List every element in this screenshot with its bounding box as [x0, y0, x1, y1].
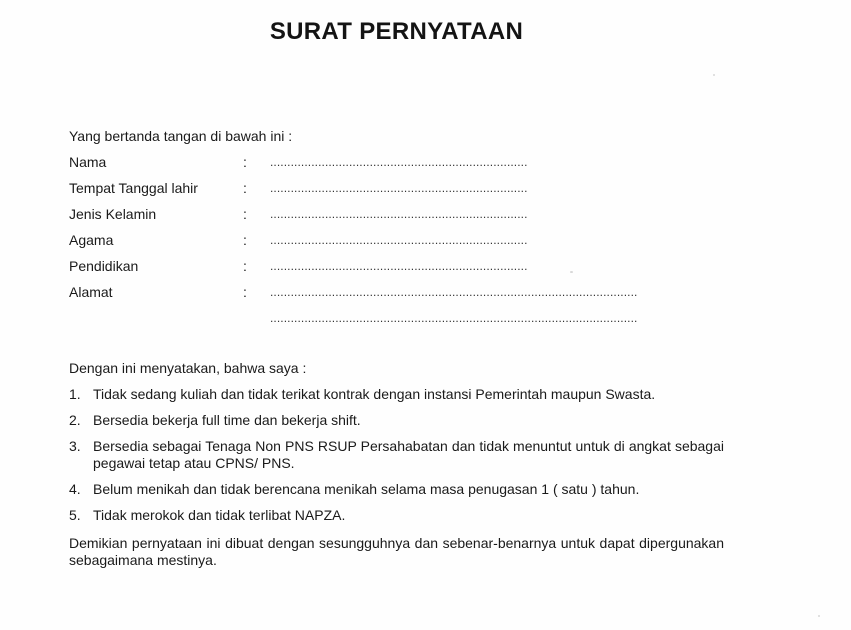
field-colon: : — [243, 232, 247, 248]
field-label-pendidikan: Pendidikan — [69, 258, 139, 274]
list-item-text: Bersedia bekerja full time dan bekerja shift. — [93, 412, 361, 428]
list-item — [69, 386, 724, 403]
intro-text: Yang bertanda tangan di bawah ini : — [69, 128, 293, 144]
field-blank-pendidikan[interactable]: ........................................................................... — [270, 259, 528, 273]
list-item-number: 3. — [69, 438, 81, 454]
field-colon: : — [243, 180, 247, 196]
field-blank-jenis-kelamin[interactable]: ........................................................................... — [270, 207, 528, 221]
list-item-text: Bersedia sebagai Tenaga Non PNS RSUP Persahabatan dan tidak menuntut untuk di angkat sebagai pegawai tetap atau CPNS/ PNS. — [93, 438, 724, 471]
field-blank-alamat-line-2[interactable]: ........................................................................................................... — [270, 311, 638, 325]
field-colon: : — [243, 154, 247, 170]
field-colon: : — [243, 284, 247, 300]
scan-speck — [570, 271, 573, 273]
list-item-number: 2. — [69, 412, 81, 428]
list-item-number: 4. — [69, 481, 81, 497]
list-item — [69, 481, 724, 498]
document-title: SURAT PERNYATAAN — [269, 18, 524, 45]
field-blank-nama[interactable]: ........................................................................... — [270, 155, 528, 169]
list-item-text: Tidak sedang kuliah dan tidak terikat kontrak dengan instansi Pemerintah maupun Swasta. — [93, 386, 656, 402]
list-item — [69, 438, 724, 472]
field-label-tempat-tanggal-lahir: Tempat Tanggal lahir — [69, 180, 198, 196]
list-item-number: 1. — [69, 386, 81, 402]
field-colon: : — [243, 206, 247, 222]
statement-intro: Dengan ini menyatakan, bahwa saya : — [69, 360, 307, 376]
field-blank-tempat-tanggal-lahir[interactable]: ........................................................................... — [270, 181, 528, 195]
field-colon: : — [243, 258, 247, 274]
scan-speck — [818, 615, 820, 617]
list-item — [69, 507, 724, 524]
list-item-number: 5. — [69, 507, 81, 523]
field-label-agama: Agama — [69, 232, 114, 248]
field-label-alamat: Alamat — [69, 284, 113, 300]
field-label-nama: Nama — [69, 154, 107, 170]
scan-speck — [713, 74, 715, 76]
field-label-jenis-kelamin: Jenis Kelamin — [69, 206, 157, 222]
statement-list — [69, 386, 724, 533]
field-blank-agama[interactable]: ........................................................................... — [270, 233, 528, 247]
list-item — [69, 412, 724, 429]
list-item-text: Tidak merokok dan tidak terlibat NAPZA. — [93, 507, 346, 523]
closing-paragraph: Demikian pernyataan ini dibuat dengan sesungguhnya dan sebenar-benarnya untuk dapat dipergunakan sebagaimana mestinya. — [69, 535, 724, 568]
list-item-text: Belum menikah dan tidak berencana menikah selama masa penugasan 1 ( satu ) tahun. — [93, 481, 640, 497]
field-blank-alamat[interactable]: ........................................................................................................... — [270, 285, 638, 299]
